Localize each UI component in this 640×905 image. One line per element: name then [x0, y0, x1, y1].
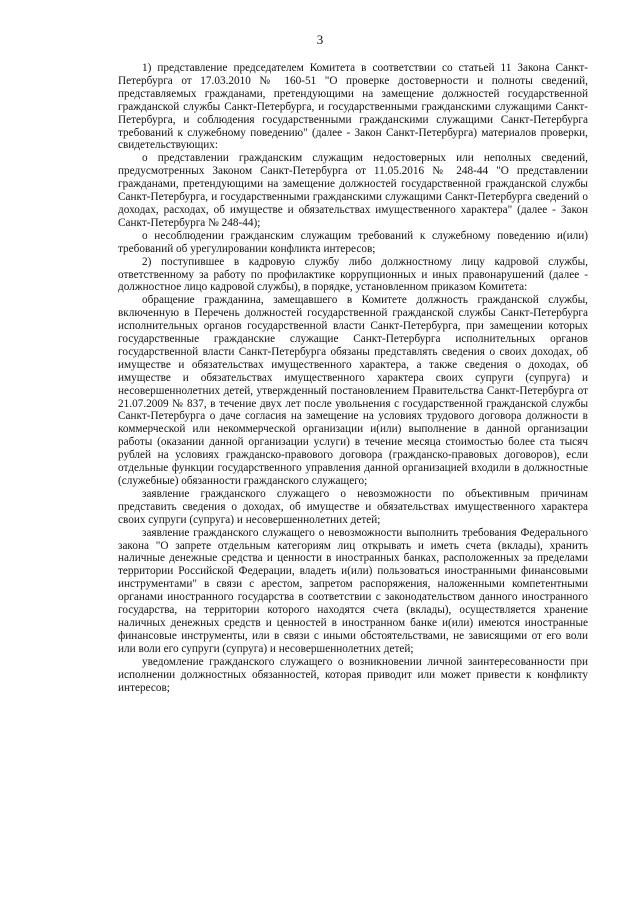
paragraph-item-1: 1) представление председателем Комитета в соответствии со статьей 11 Закона Санкт-Петербурга от 17.03.2010 № 160-51 "О проверке достоверности и полноты сведений, представляемых гражданами, претендующими на замещение должностей государственной гражданской службы Санкт-Петербурга, и государственными гражданскими служащими Санкт-Петербурга, и соблюдения государственными гражданскими служащими Санкт-Петербурга требований к служебному поведению" (далее - Закон Санкт-Петербурга) материалов проверки, свидетельствующих:: [118, 62, 588, 152]
page-number: 3: [316, 32, 324, 47]
paragraph-former-employee-request: обращение гражданина, замещавшего в Комитете должность гражданской службы, включенную в Перечень должностей государственной гражданской службы Санкт-Петербурга исполнительных органов государственной власти Санкт-Петербурга, при замещении которых государственные гражданские служащие Санкт-Петербурга исполнительных органов государственной власти Санкт-Петербурга обязаны представлять сведения о своих доходах, об имуществе и обязательствах имущественного характера, а также сведения о доходах, об имуществе и обязательствах имущественного характера своих супруги (супруга) и несовершеннолетних детей, утвержденный постановлением Правительства Санкт-Петербурга от 21.07.2009 № 837, в течение двух лет после увольнения с государственной гражданской службы Санкт-Петербурга о даче согласия на замещение на условиях трудового договора должности в коммерческой или некоммерческой организации и(или) выполнение в данной организации работы (оказании данной организации услуги) в течение месяца стоимостью более ста тысяч рублей на условиях гражданско-правового договора (гражданско-правовых договоров), если отдельные функции государственного управления данной организацией входили в должностные (служебные) обязанности гражданского служащего;: [118, 294, 588, 487]
paragraph-foreign-accounts-impossibility: заявление гражданского служащего о невозможности выполнить требования Федерального закона "О запрете отдельным категориям лиц открывать и иметь счета (вклады), хранить наличные денежные средства и ценности в иностранных банках, расположенных за пределами территории Российской Федерации, владеть и(или) пользоваться иностранными финансовыми инструментами" в связи с арестом, запретом распоряжения, наложенными компетентными органами иностранного государства в соответствии с законодательством данного иностранного государства, на территории которого находятся счета (вклады), осуществляется хранение наличных денежных средств и ценностей в иностранном банке и(или) имеются иностранные финансовые инструменты, или в связи с иными обстоятельствами, не зависящими от его воли или воли его супруги (супруга) и несовершеннолетних детей;: [118, 526, 588, 655]
paragraph-false-info: о представлении гражданским служащим недостоверных или неполных сведений, предусмотренных Законом Санкт-Петербурга от 11.05.2016 № 248-44 "О представлении гражданами, претендующими на замещение должностей государственной гражданской службы Санкт-Петербурга, и государственными гражданскими служащими Санкт-Петербурга сведений о доходах, расходах, об имуществе и обязательствах имущественного характера" (далее - Закон Санкт-Петербурга № 248-44);: [118, 152, 588, 229]
paragraph-income-statement-impossibility: заявление гражданского служащего о невозможности по объективным причинам представить сведения о доходах, об имуществе и обязательствах имущественного характера своих супруги (супруга) и несовершеннолетних детей;: [118, 487, 588, 526]
paragraph-item-2: 2) поступившее в кадровую службу либо должностному лицу кадровой службы, ответственному за работу по профилактике коррупционных и иных правонарушений (далее - должностное лицо кадровой службы), в порядке, установленном приказом Комитета:: [118, 255, 588, 294]
document-body: [118, 62, 588, 694]
paragraph-conflict-notification: уведомление гражданского служащего о возникновении личной заинтересованности при исполнении должностных обязанностей, которая приводит или может привести к конфликту интересов;: [118, 655, 588, 694]
paragraph-conduct-violation: о несоблюдении гражданским служащим требований к служебному поведению и(или) требований об урегулировании конфликта интересов;: [118, 229, 588, 255]
